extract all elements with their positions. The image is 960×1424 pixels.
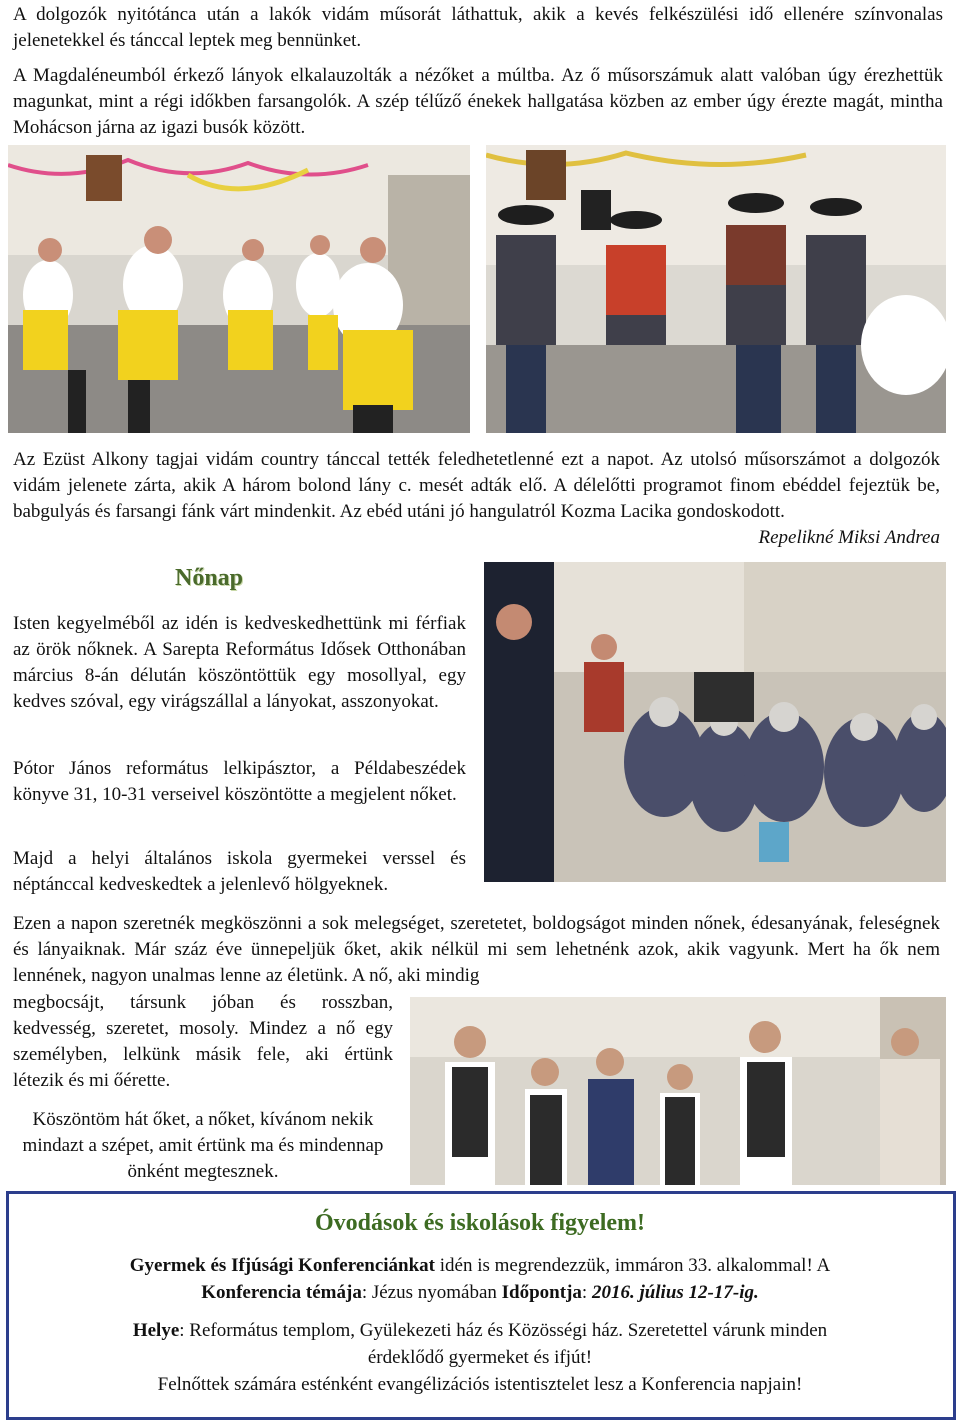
- country-paragraph: [13, 447, 940, 551]
- location-label: Helye: [132, 1320, 180, 1341]
- author-signature: Repelikné Miksi Andrea: [758, 527, 940, 548]
- announcement-line-1: [20, 1252, 940, 1279]
- date-label: Időpontja: [501, 1282, 582, 1303]
- date-separator: :: [581, 1282, 592, 1303]
- nonap-paragraph-6: Köszöntöm hát őket, a nőket, kívánom nekik mindazt a szépet, amit értünk ma és mindennap önként megtesznek.: [22, 1109, 384, 1182]
- theme-label: Konferencia témája: [201, 1282, 362, 1303]
- date-value: 2016. július 12-17-ig.: [591, 1282, 759, 1303]
- announcement-line-5: Felnőttek számára esténként evangélizációs istentisztelet lesz a Konferencia napjain!: [157, 1374, 803, 1395]
- intro-paragraph-2: A Magdaléneumból érkező lányok elkalauzolták a nézőket a múltba. Az ő műsorszámuk alatt valóban úgy érezhettük magunkat, mint a régi időkben farsangolók. A szép télűző énekek hallgatása közben az ember úgy érezte magát, mintha Mohácson járna az igazi busók között.: [13, 65, 943, 138]
- nonap-paragraph-1: Isten kegyelméből az idén is kedveskedhettünk mi férfiak az örök nőknek. A Sarepta Református Idősek Otthonában március 8-án délután köszöntöttük egy mosollyal, egy kedves szóval, egy virágszállal a lányokat, asszonyokat.: [13, 613, 466, 712]
- announcement-title: Óvodások és iskolások figyelem!: [314, 1210, 646, 1236]
- country-text: Az Ezüst Alkony tagjai vidám country tánccal tették feledhetetlenné ezt a napot. Az utolsó műsorszámot a dolgozók vidám jelenete zárta, akik A három bolond lány c. mesét adták elő. A délelőtti programot finom ebéddel fejeztük be, babgulyás és farsangi fánk várt mindenkit. Az ebéd utáni jó hangulatról Kozma Lacika gondoskodott.: [13, 449, 940, 522]
- intro-paragraph-1: A dolgozók nyitótánca után a lakók vidám műsorát láthattuk, akik a kevés felkészülési idő ellenére színvonalas jelenetekkel és tánccal leptek meg bennünket.: [13, 4, 943, 51]
- theme-value: : Jézus nyomában: [361, 1282, 502, 1303]
- nonap-paragraph-3: Majd a helyi általános iskola gyermekei verssel és néptánccal kedveskedtek a jelenlevő hölgyeknek.: [13, 848, 466, 895]
- nonap-paragraph-5: megbocsájt, társunk jóban és rosszban, kedvesség, szeretet, mosoly. Mindez a nő egy személyben, lelkünk másik fele, aki értünk létezik és mi őérette.: [13, 992, 393, 1091]
- location-value: : Református templom, Gyülekezeti ház és Közösségi ház. Szeretettel várunk minden: [179, 1320, 828, 1341]
- announcement-line-2: [20, 1279, 940, 1306]
- conference-name: Gyermek és Ifjúsági Konferenciánkat: [129, 1255, 435, 1276]
- announcement-line-4: érdeklődő gyermeket és ifjút!: [367, 1347, 593, 1368]
- conference-intro: idén is megrendezzük, immáron 33. alkalommal! A: [435, 1255, 831, 1276]
- announcement-line-3: [20, 1317, 940, 1344]
- photo-country-dance: [486, 145, 946, 433]
- photo-boys-reciting: [410, 997, 946, 1185]
- photo-womens-day-audience: [484, 562, 946, 882]
- photo-farsang-dance: [8, 145, 470, 433]
- section-title-nonap: Nőnap: [175, 565, 244, 591]
- nonap-paragraph-4: Ezen a napon szeretnék megköszönni a sok melegséget, szeretetet, boldogságot minden nőnek, édesanyának, feleségnek és lányaiknak. Már száz éve ünnepeljük őket, akik nélkül mi sem lehetnénk azok, akik vagyunk. Mert ha ők nem lennének, nagyon unalmas lenne az életünk. A nő, aki mindig: [13, 913, 940, 986]
- nonap-paragraph-2: Pótor János református lelkipásztor, a Példabeszédek könyve 31, 10-31 verseivel köszöntötte a megjelent nőket.: [13, 758, 466, 805]
